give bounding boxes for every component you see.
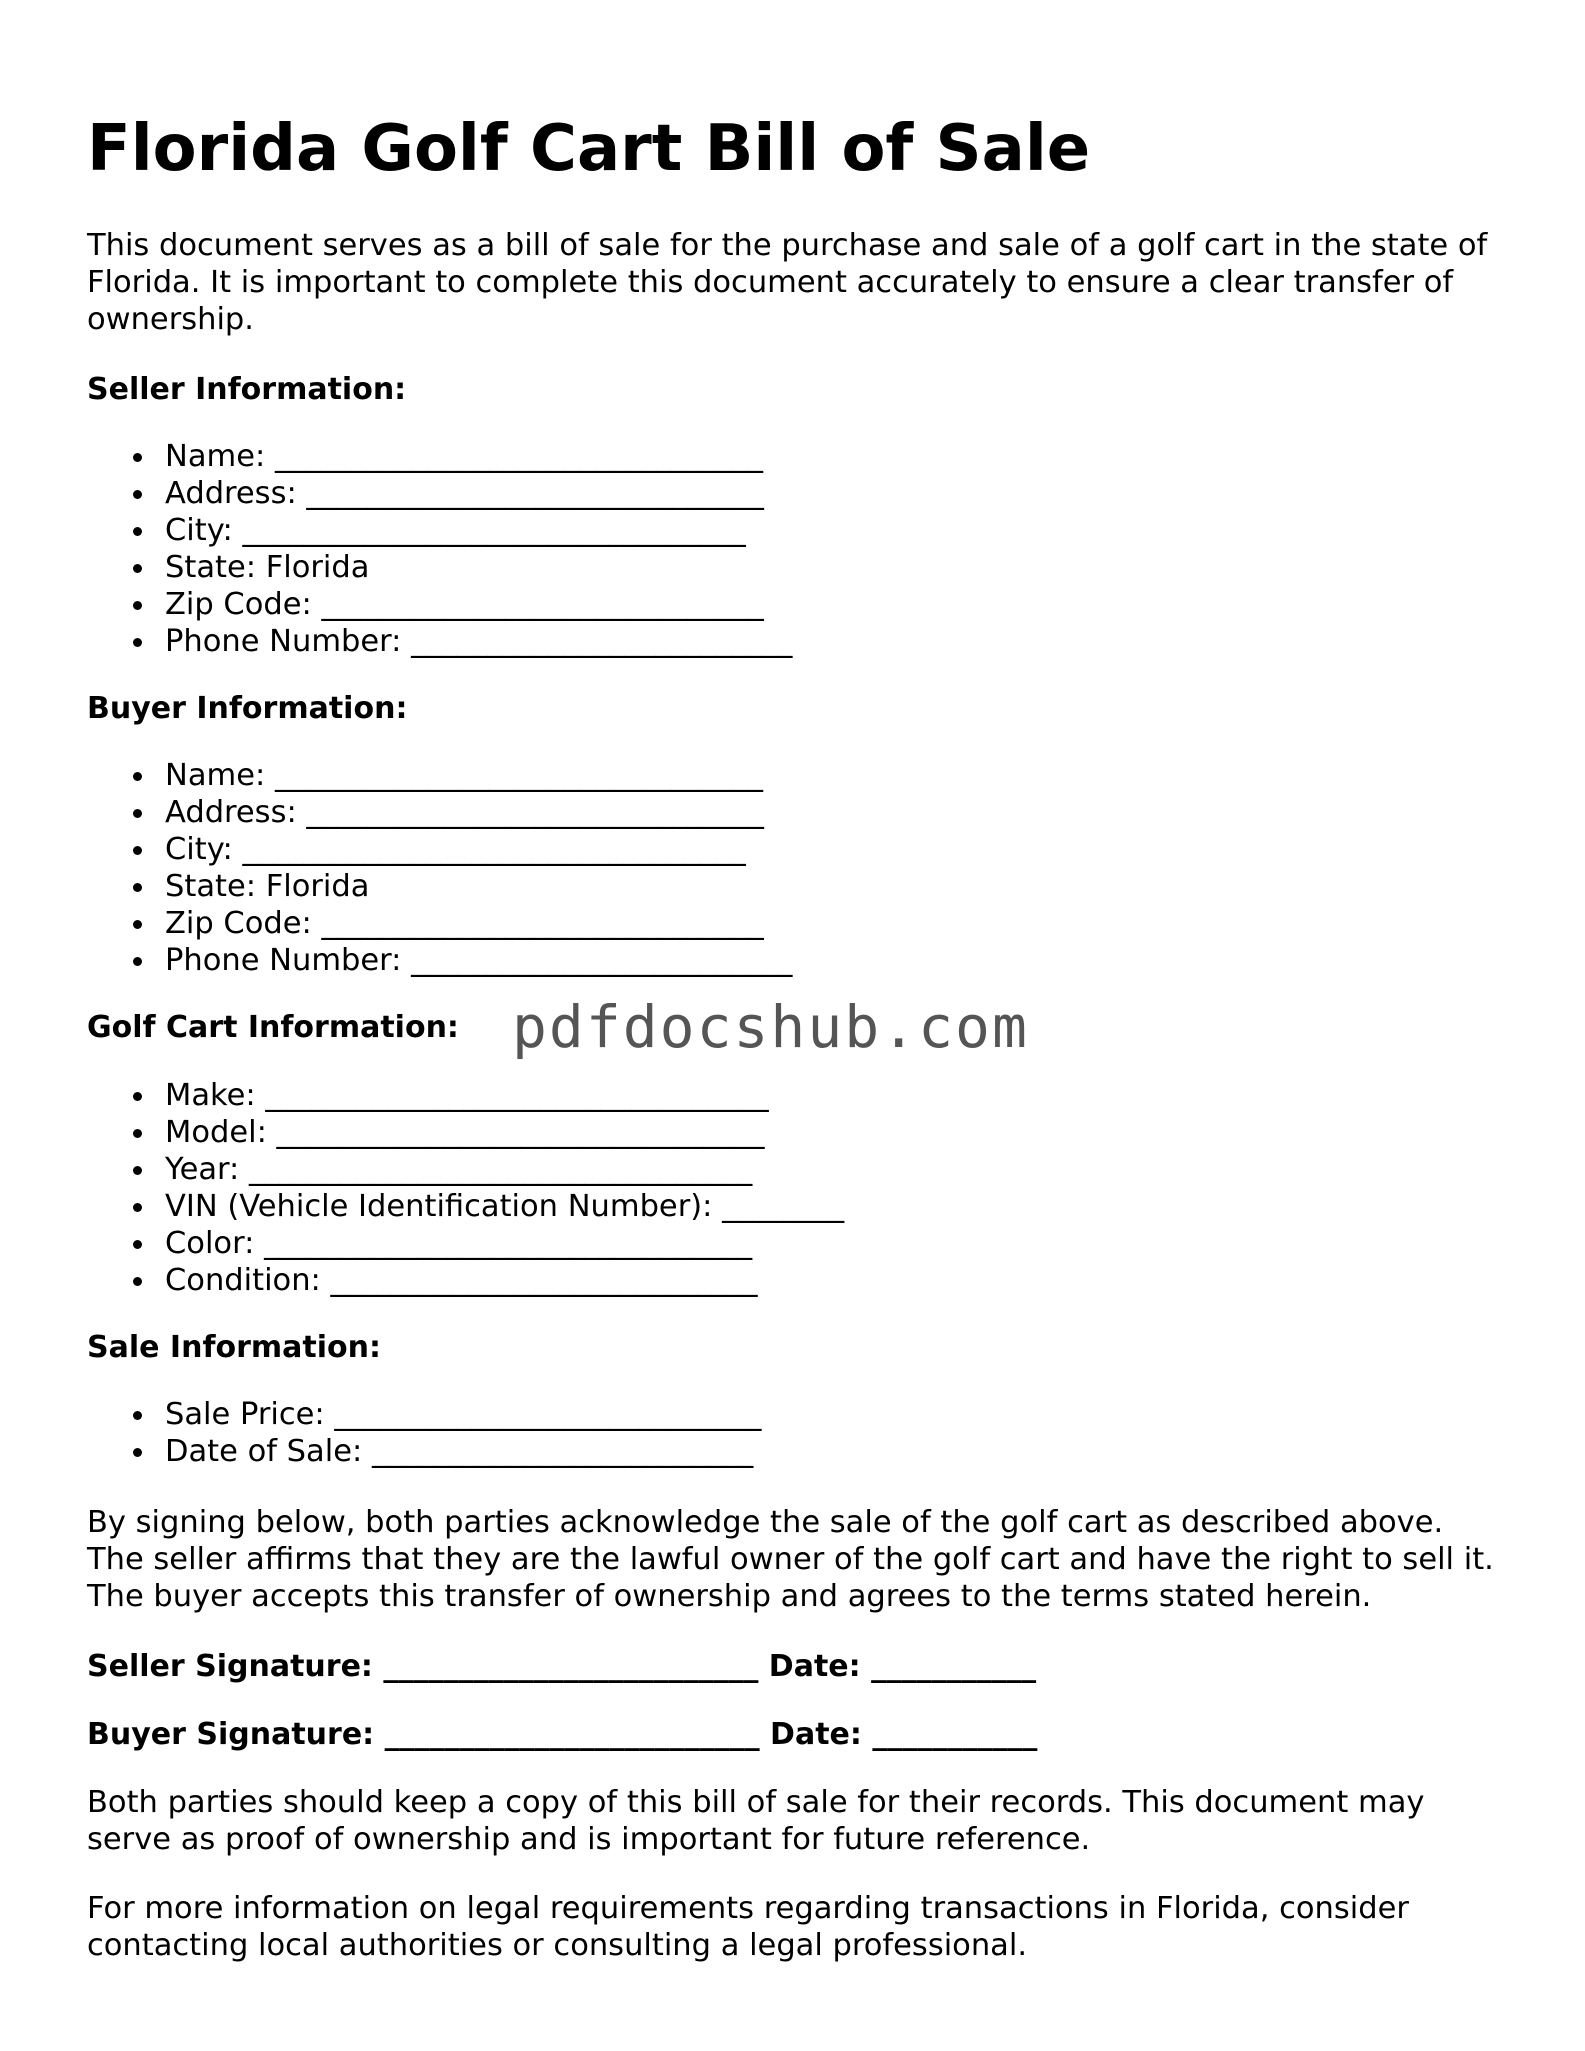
buyer-zip-field: Zip Code: _____________________________ xyxy=(87,905,792,942)
buyer-fields xyxy=(87,757,792,979)
sale-heading: Sale Information: xyxy=(87,1330,381,1365)
sale-date-field: Date of Sale: _________________________ xyxy=(87,1433,761,1470)
seller-state-field: State: Florida xyxy=(87,549,792,586)
buyer-city-field: City: _________________________________ xyxy=(87,831,792,868)
seller-phone-field: Phone Number: _________________________ xyxy=(87,623,792,660)
buyer-state-field: State: Florida xyxy=(87,868,792,905)
cart-vin-field: VIN (Vehicle Identification Number): ________ xyxy=(87,1188,844,1225)
acknowledgement-paragraph: By signing below, both parties acknowledge the sale of the golf cart as described above. The seller affirms that they are the lawful owner of the golf cart and have the right to sell it. The buyer accepts this transfer of ownership and agrees to the terms stated herein. xyxy=(87,1505,1494,1614)
document-title: Florida Golf Cart Bill of Sale xyxy=(87,112,1091,186)
buyer-signature-line: Buyer Signature: _________________________ Date: ___________ xyxy=(87,1717,1038,1752)
golf-cart-fields xyxy=(87,1077,844,1299)
seller-address-field: Address: ______________________________ xyxy=(87,475,792,512)
seller-fields xyxy=(87,438,792,660)
buyer-phone-field: Phone Number: _________________________ xyxy=(87,942,792,979)
seller-zip-field: Zip Code: _____________________________ xyxy=(87,586,792,623)
seller-name-field: Name: ________________________________ xyxy=(87,438,792,475)
buyer-heading: Buyer Information: xyxy=(87,691,408,726)
legal-note-paragraph: For more information on legal requirements regarding transactions in Florida, consider contacting local authorities or consulting a legal professional. xyxy=(87,1891,1409,1963)
seller-city-field: City: _________________________________ xyxy=(87,512,792,549)
records-note-paragraph: Both parties should keep a copy of this bill of sale for their records. This document may serve as proof of ownership and is important for future reference. xyxy=(87,1785,1425,1857)
cart-model-field: Model: ________________________________ xyxy=(87,1114,844,1151)
cart-year-field: Year: _________________________________ xyxy=(87,1151,844,1188)
cart-make-field: Make: _________________________________ xyxy=(87,1077,844,1114)
cart-condition-field: Condition: ____________________________ xyxy=(87,1262,844,1299)
sale-price-field: Sale Price: ____________________________ xyxy=(87,1396,761,1433)
intro-paragraph: This document serves as a bill of sale for the purchase and sale of a golf cart in the state of Florida. It is important to complete this document accurately to ensure a clear transfer of ownership. xyxy=(87,228,1488,337)
sale-fields xyxy=(87,1396,761,1470)
seller-signature-line: Seller Signature: _________________________ Date: ___________ xyxy=(87,1649,1037,1684)
buyer-address-field: Address: ______________________________ xyxy=(87,794,792,831)
seller-heading: Seller Information: xyxy=(87,372,407,407)
cart-color-field: Color: ________________________________ xyxy=(87,1225,844,1262)
golf-cart-heading: Golf Cart Information: xyxy=(87,1010,459,1045)
buyer-name-field: Name: ________________________________ xyxy=(87,757,792,794)
watermark-text: pdfdocshub.com xyxy=(512,993,1029,1061)
